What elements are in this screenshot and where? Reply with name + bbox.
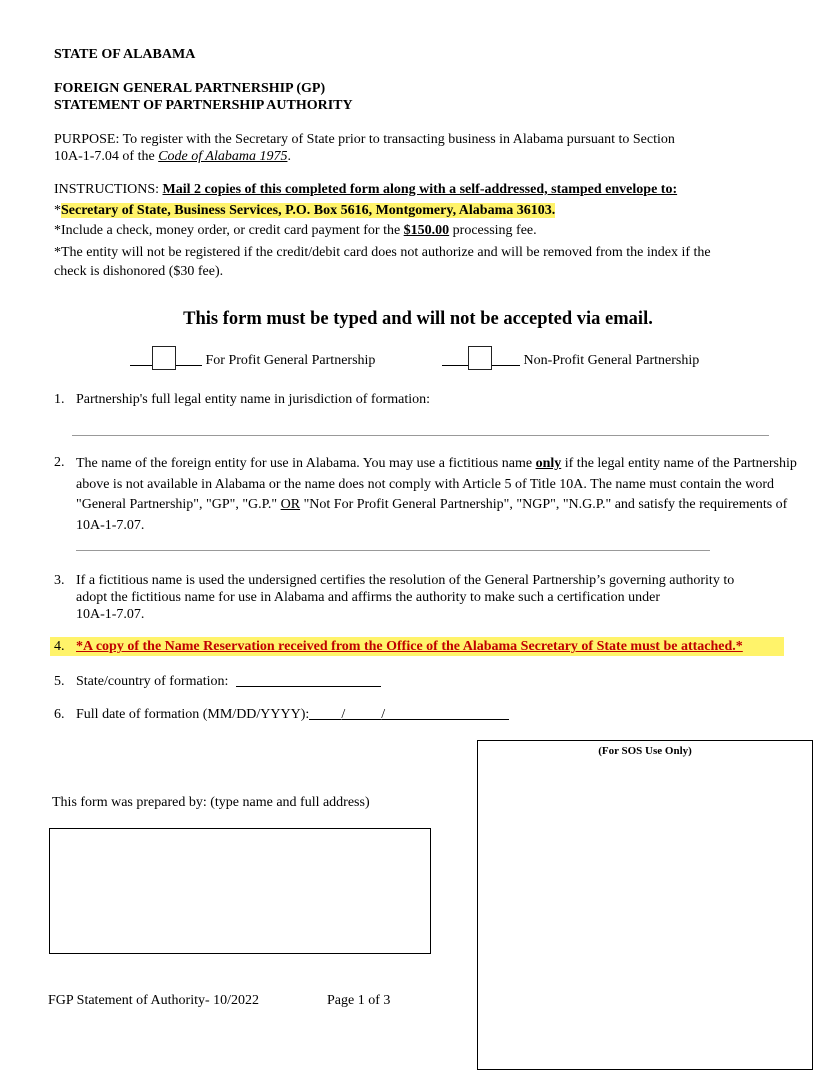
item-1-label: Partnership's full legal entity name in jurisdiction of formation: <box>76 392 431 407</box>
legal-name-field[interactable] <box>72 435 769 436</box>
for-profit-option[interactable] <box>130 346 375 370</box>
form-title-line2: STATEMENT OF PARTNERSHIP AUTHORITY <box>54 98 353 113</box>
payment-text-a: *Include a check, money order, or credit card payment for the <box>54 223 404 238</box>
purpose-line1: PURPOSE: To register with the Secretary of State prior to transacting business in Alabama pursuant to Section <box>54 132 675 147</box>
typed-form-notice: This form must be typed and will not be accepted via email. <box>183 309 653 329</box>
for-profit-checkbox[interactable] <box>152 346 176 370</box>
state-of-formation-field[interactable] <box>236 686 381 687</box>
instructions-line <box>54 181 677 199</box>
date-month-field[interactable] <box>309 719 341 720</box>
item-3-line2: adopt the fictitious name for use in Alabama and affirms the authority to make such a certification under <box>76 590 661 605</box>
mailing-address: Secretary of State, Business Services, P.O. Box 5616, Montgomery, Alabama 36103. <box>61 203 556 218</box>
item-5-number: 5. <box>54 674 65 689</box>
item-1-number: 1. <box>54 392 65 407</box>
sos-use-only-label: (For SOS Use Only) <box>598 745 692 757</box>
item-5-row <box>76 673 381 691</box>
state-heading: STATE OF ALABAMA <box>54 47 196 62</box>
item-2-text <box>76 454 806 536</box>
item-2-text-c: "Not For Profit General Partnership", "NGP", "N.G.P." and satisfy the requirements of 10A-1-7.07. <box>76 497 788 533</box>
date-separator-1: / <box>341 707 346 722</box>
or-emphasis: OR <box>280 497 301 512</box>
item-2-number: 2. <box>54 455 65 470</box>
form-title-line1: FOREIGN GENERAL PARTNERSHIP (GP) <box>54 81 326 96</box>
item-6-number: 6. <box>54 707 65 722</box>
sos-use-only-box <box>477 740 813 1070</box>
non-profit-blank-right <box>492 365 520 366</box>
processing-fee: $150.00 <box>403 223 450 238</box>
footer-page-number: Page 1 of 3 <box>327 993 391 1008</box>
footer-form-id: FGP Statement of Authority- 10/2022 <box>48 993 260 1008</box>
payment-line <box>54 222 537 240</box>
purpose-section-ref: 10A-1-7.04 of the <box>54 149 159 164</box>
date-year-field[interactable] <box>385 719 509 720</box>
prepared-by-label: This form was prepared by: (type name and full address) <box>52 795 370 810</box>
address-asterisk: * <box>54 203 61 218</box>
state-of-formation-label: State/country of formation: <box>76 674 229 689</box>
for-profit-label: For Profit General Partnership <box>205 353 376 368</box>
date-day-field[interactable] <box>345 719 381 720</box>
code-of-alabama-ref: Code of Alabama 1975 <box>158 149 288 164</box>
mail-instructions: Mail 2 copies of this completed form along with a self-addressed, stamped envelope to: <box>162 182 678 197</box>
purpose-line2 <box>54 148 291 166</box>
for-profit-blank-right <box>176 365 202 366</box>
formation-date-label: Full date of formation (MM/DD/YYYY): <box>76 707 310 722</box>
non-profit-option[interactable] <box>442 346 699 370</box>
non-profit-label: Non-Profit General Partnership <box>523 353 700 368</box>
mailing-address-line <box>54 202 555 220</box>
item-3-line1: If a fictitious name is used the undersigned certifies the resolution of the General Partnership’s governing authority to <box>76 573 735 588</box>
non-profit-checkbox[interactable] <box>468 346 492 370</box>
item-2-text-b: if the legal entity name of the Partnership above is not available in Alabama or the name does not comply with Article 5 of Title 10A. The name must contain the word "General Partnership", "GP", "G.P." <box>76 456 797 512</box>
instructions-label: INSTRUCTIONS: <box>54 182 163 197</box>
item-2-text-a: The name of the foreign entity for use in Alabama. You may use a fictitious name <box>76 456 536 471</box>
payment-text-b: processing fee. <box>449 223 537 238</box>
warning-line2: check is dishonored ($30 fee). <box>54 264 224 279</box>
item-6-row <box>76 706 509 724</box>
name-reservation-notice: *A copy of the Name Reservation received from the Office of the Alabama Secretary of State must be attached.* <box>76 639 743 654</box>
purpose-period: . <box>287 149 291 164</box>
non-profit-blank-left <box>442 365 468 366</box>
item-3-line3: 10A-1-7.07. <box>76 607 145 622</box>
only-emphasis: only <box>535 456 562 471</box>
warning-line1: *The entity will not be registered if the credit/debit card does not authorize and will be removed from the index if the <box>54 245 711 260</box>
fictitious-name-field[interactable] <box>76 550 710 551</box>
item-4-number: 4. <box>54 639 65 654</box>
item-3-number: 3. <box>54 573 65 588</box>
prepared-by-field[interactable] <box>49 828 431 954</box>
for-profit-blank-left <box>130 365 152 366</box>
date-separator-2: / <box>381 707 386 722</box>
